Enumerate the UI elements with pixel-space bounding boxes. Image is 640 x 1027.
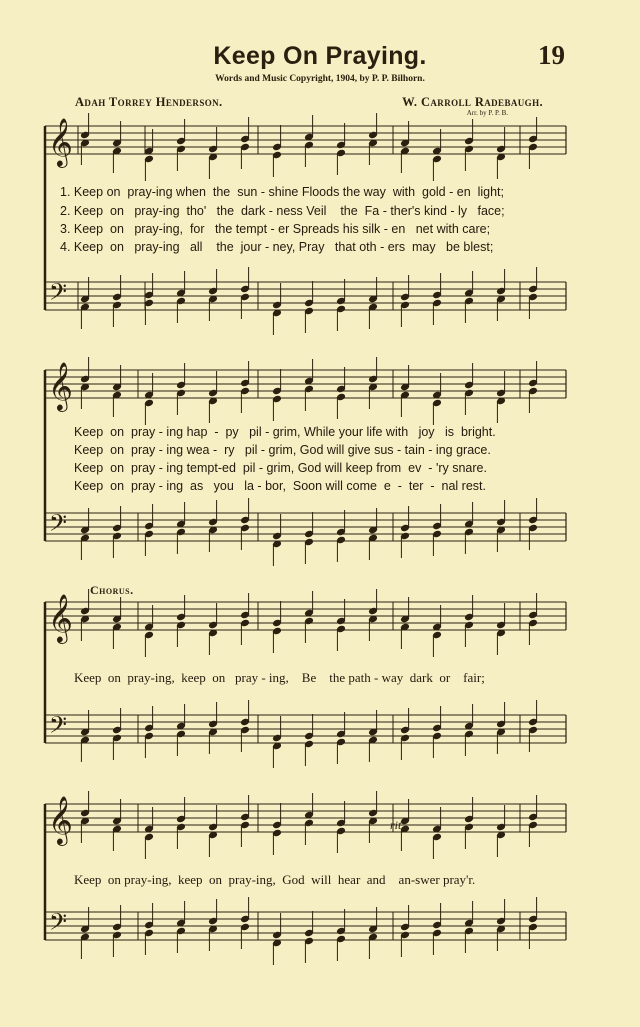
treble-clef: 𝄞 bbox=[48, 795, 73, 844]
verse-2-line-1: 2. Keep on pray-ing tho' the dark - ness Veil the Fa - ther's kind - ly face; bbox=[60, 204, 505, 218]
lyricist-credit: Adah Torrey Henderson. bbox=[75, 95, 223, 109]
treble-clef: 𝄞 bbox=[48, 117, 73, 166]
verse-2-line-2: Keep on pray - ing wea - ry pil - grim, God will give sus - tain - ing grace. bbox=[74, 443, 491, 457]
verse-3-line-1: 3. Keep on pray-ing, for the tempt - er Spreads his silk - en net with care; bbox=[60, 222, 491, 236]
bass-clef: 𝄢 bbox=[49, 908, 68, 941]
verse-3-line-2: Keep on pray - ing tempt-ed pil - grim, God will keep from ev - 'ry snare. bbox=[74, 461, 487, 475]
hymn-title: Keep On Praying. bbox=[213, 42, 427, 70]
chorus-line-2: Keep on pray-ing, keep on pray-ing, God will hear and an-swer pray'r. bbox=[74, 872, 476, 887]
arranger-credit: Arr. by P. P. B. bbox=[466, 109, 508, 117]
bass-clef: 𝄢 bbox=[49, 509, 68, 542]
verse-1-line-2: Keep on pray - ing hap - py pil - grim, While your life with joy is bright. bbox=[74, 425, 496, 439]
chorus-label: Chorus. bbox=[90, 583, 134, 597]
copyright-notice: Words and Music Copyright, 1904, by P. P. Bilhorn. bbox=[215, 74, 425, 84]
treble-clef: 𝄞 bbox=[48, 361, 73, 410]
treble-clef: 𝄞 bbox=[48, 593, 73, 642]
ritardando-mark: rit. bbox=[390, 818, 405, 832]
verse-4-line-2: Keep on pray - ing as you la - bor, Soon will come e - ter - nal rest. bbox=[74, 479, 486, 493]
verse-4-line-1: 4. Keep on pray-ing all the jour - ney, Pray that oth - ers may be blest; bbox=[60, 240, 494, 254]
bass-clef: 𝄢 bbox=[49, 278, 68, 311]
verse-1-line-1: 1. Keep on pray-ing when the sun - shine Floods the way with gold - en light; bbox=[60, 185, 505, 199]
bass-clef: 𝄢 bbox=[49, 711, 68, 744]
hymn-number: 19 bbox=[538, 40, 565, 70]
composer-credit: W. Carroll Radebaugh. bbox=[402, 95, 543, 109]
chorus-line-1: Keep on pray-ing, keep on pray - ing, Be the path - way dark or fair; bbox=[74, 670, 485, 685]
